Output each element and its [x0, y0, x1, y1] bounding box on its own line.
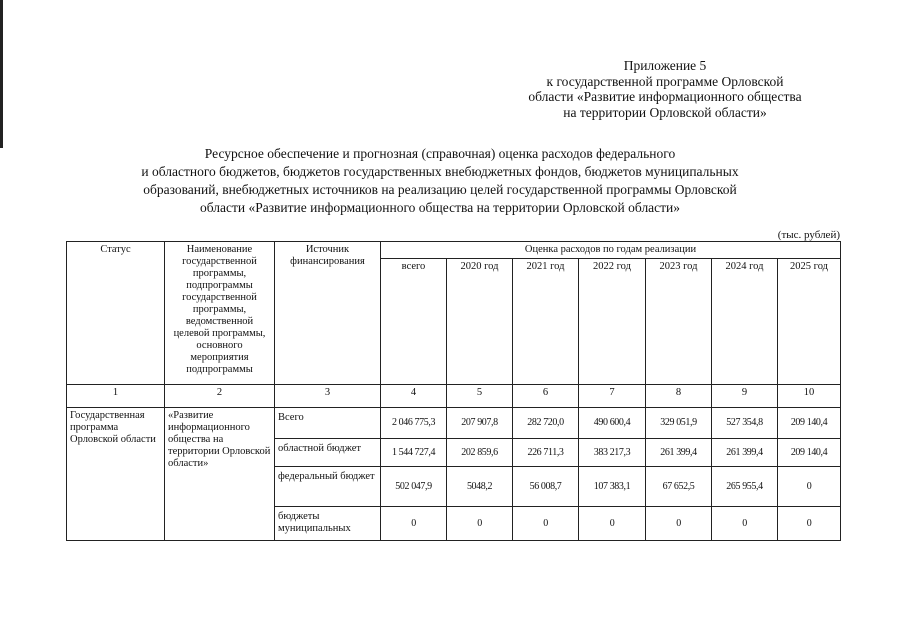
program-name-cell: «Развитие информационного общества на территории Орловской области»	[165, 408, 275, 541]
table-row	[67, 408, 841, 439]
appendix-line-1: Приложение 5	[623, 58, 707, 73]
title-line-1: Ресурсное обеспечение и прогнозная (справочная) оценка расходов федерального	[204, 146, 676, 161]
value-cell: 226 711,3	[513, 439, 579, 467]
appendix-header	[500, 58, 830, 120]
value-cell: 0	[579, 507, 646, 541]
column-number: 4	[381, 385, 447, 408]
column-number: 1	[67, 385, 165, 408]
value-cell: 2 046 775,3	[381, 408, 447, 439]
header-source: Источник финансирования	[275, 242, 381, 385]
value-cell: 107 383,1	[579, 467, 646, 507]
header-estimate: Оценка расходов по годам реализации	[381, 242, 841, 259]
value-cell: 490 600,4	[579, 408, 646, 439]
value-cell: 5048,2	[447, 467, 513, 507]
column-number: 5	[447, 385, 513, 408]
header-year-2025: 2025 год	[778, 259, 841, 385]
value-cell: 207 907,8	[447, 408, 513, 439]
column-number: 7	[579, 385, 646, 408]
value-cell: 67 652,5	[646, 467, 712, 507]
source-cell: областной бюджет	[275, 439, 381, 467]
value-cell: 265 955,4	[712, 467, 778, 507]
units-label: (тыс. рублей)	[777, 229, 840, 241]
title-line-2: и областного бюджетов, бюджетов государственных внебюджетных фондов, бюджетов муниципальных	[141, 164, 739, 179]
value-cell: 261 399,4	[712, 439, 778, 467]
column-number: 10	[778, 385, 841, 408]
appendix-line-2: к государственной программе Орловской	[546, 73, 784, 89]
value-cell: 209 140,4	[778, 439, 841, 467]
source-cell: Всего	[275, 408, 381, 439]
value-cell: 202 859,6	[447, 439, 513, 467]
value-cell: 56 008,7	[513, 467, 579, 507]
header-year-2021: 2021 год	[513, 259, 579, 385]
value-cell: 0	[778, 467, 841, 507]
source-cell: бюджеты муниципальных	[275, 507, 381, 541]
header-year-2024: 2024 год	[712, 259, 778, 385]
value-cell: 502 047,9	[381, 467, 447, 507]
value-cell: 1 544 727,4	[381, 439, 447, 467]
header-status: Статус	[67, 242, 165, 385]
value-cell: 329 051,9	[646, 408, 712, 439]
value-cell: 0	[447, 507, 513, 541]
status-cell: Государственная программа Орловской области	[67, 408, 165, 541]
column-number: 9	[712, 385, 778, 408]
appendix-line-3: области «Развитие информационного общества	[528, 89, 802, 104]
column-number: 8	[646, 385, 712, 408]
column-number: 3	[275, 385, 381, 408]
column-number-row	[67, 385, 841, 408]
column-number: 6	[513, 385, 579, 408]
header-name: Наименование государственной программы, подпрограммы государственной программы, ведомственной целевой программы, основного мероприятия подпрограммы	[165, 242, 275, 385]
value-cell: 383 217,3	[579, 439, 646, 467]
value-cell: 0	[381, 507, 447, 541]
appendix-line-4: на территории Орловской области»	[563, 104, 767, 120]
value-cell: 0	[513, 507, 579, 541]
page-edge-line	[0, 0, 3, 148]
value-cell: 527 354,8	[712, 408, 778, 439]
header-year-2023: 2023 год	[646, 259, 712, 385]
header-year-2022: 2022 год	[579, 259, 646, 385]
resource-table	[66, 241, 841, 541]
value-cell: 282 720,0	[513, 408, 579, 439]
title-line-4: области «Развитие информационного общества на территории Орловской области»	[199, 200, 681, 215]
column-number: 2	[165, 385, 275, 408]
value-cell: 261 399,4	[646, 439, 712, 467]
header-year-2020: 2020 год	[447, 259, 513, 385]
value-cell: 209 140,4	[778, 408, 841, 439]
source-cell: федеральный бюджет	[275, 467, 381, 507]
header-year-total: всего	[381, 259, 447, 385]
value-cell: 0	[646, 507, 712, 541]
value-cell: 0	[712, 507, 778, 541]
title-line-3: образований, внебюджетных источников на реализацию целей государственной программы Орловской	[143, 182, 737, 197]
document-title	[95, 145, 785, 217]
value-cell: 0	[778, 507, 841, 541]
